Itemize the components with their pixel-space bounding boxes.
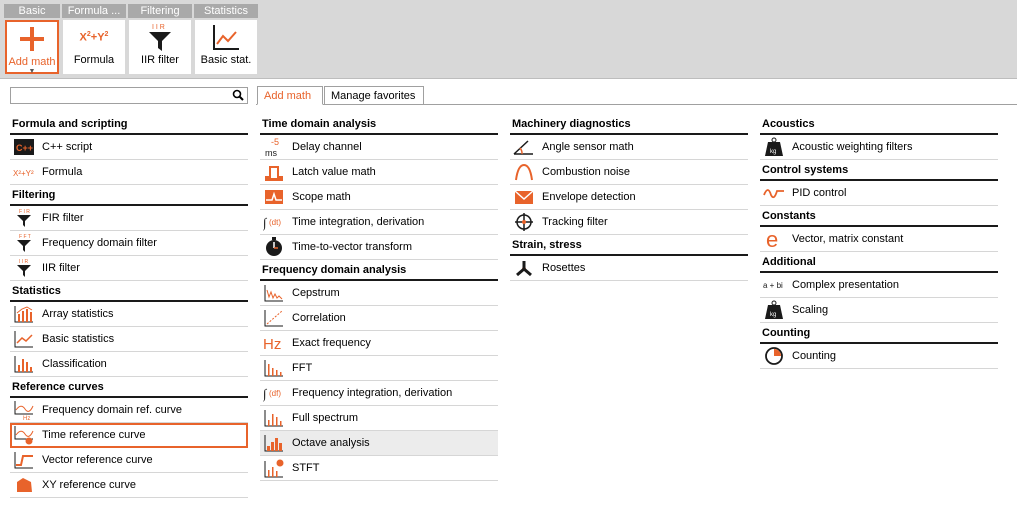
time-ref-curve-icon: [13, 425, 35, 445]
section-title: Constants: [760, 206, 998, 227]
ribbon-group-title: Statistics: [194, 4, 258, 18]
catalog-item-latch-value-math[interactable]: [260, 160, 498, 185]
catalog-item-exact-frequency[interactable]: [260, 331, 498, 356]
svg-text:∫: ∫: [263, 215, 267, 230]
section-title: Strain, stress: [510, 235, 748, 256]
catalog-item-time-to-vector-transform[interactable]: [260, 235, 498, 260]
freq-ref-curve-icon: [13, 400, 35, 420]
full-spectrum-icon: [263, 408, 285, 428]
catalog-item-label: Acoustic weighting filters: [792, 141, 913, 153]
envelope-icon: [513, 187, 535, 207]
integral-dt-icon: [263, 212, 285, 232]
catalog-column-3: [510, 114, 748, 281]
section-title: Acoustics: [760, 114, 998, 135]
chevron-down-icon: ▼: [28, 68, 36, 75]
octave-icon: [263, 433, 285, 453]
catalog-item-label: Correlation: [292, 312, 346, 324]
section-title: Filtering: [10, 185, 248, 206]
catalog-item-label: Array statistics: [42, 308, 114, 320]
catalog-item-label: Vector reference curve: [42, 454, 153, 466]
basic-stat-label: Basic stat.: [200, 54, 252, 66]
catalog-item-frequency-domain-ref-curve[interactable]: [10, 398, 248, 423]
search-box: [10, 87, 248, 104]
catalog-item-label: Octave analysis: [292, 437, 370, 449]
section-title: Machinery diagnostics: [510, 114, 748, 135]
svg-text:(df): (df): [269, 389, 281, 398]
ribbon-group-title: Basic: [4, 4, 60, 18]
fir-filter-icon: [13, 208, 35, 228]
catalog-item-label: Angle sensor math: [542, 141, 634, 153]
catalog-item-formula[interactable]: [10, 160, 248, 185]
catalog-item-c-script[interactable]: [10, 135, 248, 160]
cpp-icon: [13, 137, 35, 157]
catalog-item-delay-channel[interactable]: [260, 135, 498, 160]
svg-text:kg: kg: [770, 149, 777, 155]
catalog-item-fft[interactable]: [260, 356, 498, 381]
catalog-item-label: Latch value math: [292, 166, 376, 178]
svg-text:∫: ∫: [263, 386, 267, 401]
svg-text:F I R: F I R: [19, 209, 30, 215]
fft-filter-icon: [13, 233, 35, 253]
pid-icon: [763, 183, 785, 203]
svg-text:-5: -5: [271, 137, 280, 147]
catalog-item-label: STFT: [292, 462, 320, 474]
cepstrum-icon: [263, 283, 285, 303]
catalog-item-label: FFT: [292, 362, 313, 374]
add-math-button[interactable]: [5, 20, 59, 74]
catalog-item-angle-sensor-math[interactable]: [510, 135, 748, 160]
catalog-item-correlation[interactable]: [260, 306, 498, 331]
stopwatch-icon: [263, 237, 285, 257]
xy-ref-curve-icon: [13, 475, 35, 495]
constant-e-icon: [763, 229, 785, 249]
section-title: Frequency domain analysis: [260, 260, 498, 281]
catalog-item-tracking-filter[interactable]: [510, 210, 748, 235]
catalog-item-envelope-detection[interactable]: [510, 185, 748, 210]
catalog-item-label: Frequency domain ref. curve: [42, 404, 183, 416]
section-title: Control systems: [760, 160, 998, 181]
svg-text:Hz: Hz: [263, 336, 282, 352]
svg-text:ms: ms: [265, 148, 277, 157]
catalog-item-frequency-integration-derivation[interactable]: [260, 381, 498, 406]
catalog-item-label: XY reference curve: [42, 479, 136, 491]
catalog-item-label: Frequency integration, derivation: [292, 387, 453, 399]
ribbon-group-title: Formula ...: [62, 4, 126, 18]
catalog-item-label: FIR filter: [42, 212, 84, 224]
hz-icon: [263, 333, 285, 353]
formula-icon: [13, 162, 35, 182]
weight-icon: [763, 137, 785, 157]
catalog-item-label: IIR filter: [42, 262, 80, 274]
catalog-item-time-integration-derivation[interactable]: [260, 210, 498, 235]
formula-label: Formula: [73, 54, 115, 66]
crosshair-icon: [513, 212, 535, 232]
iir-filter-button[interactable]: [129, 20, 191, 74]
catalog-item-stft[interactable]: [260, 456, 498, 481]
integral-df-icon: [263, 383, 285, 403]
stft-icon: [263, 458, 285, 478]
svg-text:kg: kg: [770, 312, 777, 318]
catalog-item-label: Time integration, derivation: [292, 216, 425, 228]
basic-stat-button[interactable]: [195, 20, 257, 74]
catalog-item-label: Tracking filter: [542, 216, 608, 228]
section-title: Statistics: [10, 281, 248, 302]
catalog-item-label: Scaling: [792, 304, 829, 316]
catalog-item-label: Frequency domain filter: [42, 237, 157, 249]
catalog-item-xy-reference-curve[interactable]: [10, 473, 248, 498]
weight-icon: [763, 300, 785, 320]
catalog-item-cepstrum[interactable]: [260, 281, 498, 306]
rosette-icon: [513, 258, 535, 278]
catalog-item-combustion-noise[interactable]: [510, 160, 748, 185]
svg-text:Hz: Hz: [23, 416, 31, 420]
counter-icon: [763, 346, 785, 366]
catalog-item-label: Exact frequency: [292, 337, 371, 349]
catalog-item-classification[interactable]: [10, 352, 248, 377]
delay-icon: [263, 137, 285, 157]
svg-text:F F T: F F T: [19, 234, 31, 240]
catalog-column-4: [760, 114, 998, 369]
iir-filter-icon: [13, 258, 35, 278]
section-title: Additional: [760, 252, 998, 273]
basic-stats-icon: [13, 329, 35, 349]
formula-icon: $X^2+Y^2$: [79, 30, 109, 44]
catalog-item-label: Vector, matrix constant: [792, 233, 904, 245]
catalog-item-label: PID control: [792, 187, 847, 199]
catalog-item-fir-filter[interactable]: [10, 206, 248, 231]
catalog-item-array-statistics[interactable]: [10, 302, 248, 327]
fft-icon: [263, 358, 285, 378]
section-title: Reference curves: [10, 377, 248, 398]
catalog-item-label: Complex presentation: [792, 279, 900, 291]
catalog-item-label: Counting: [792, 350, 837, 362]
catalog-item-label: Time-to-vector transform: [292, 241, 413, 253]
svg-text:I I R: I I R: [19, 259, 29, 265]
catalog-item-rosettes[interactable]: [510, 256, 748, 281]
iir-filter-label: IIR filter: [141, 54, 179, 66]
catalog-item-vector-matrix-constant[interactable]: [760, 227, 998, 252]
svg-text:X²+Y²: X²+Y²: [13, 169, 34, 178]
catalog-item-label: Rosettes: [542, 262, 586, 274]
complex-icon: [763, 275, 785, 295]
ribbon-group-basic: [4, 4, 60, 74]
combustion-icon: [513, 162, 535, 182]
catalog-item-full-spectrum[interactable]: [260, 406, 498, 431]
array-stats-icon: [13, 304, 35, 324]
tab-add-math[interactable]: Add math: [257, 86, 323, 105]
search-icon[interactable]: [232, 89, 244, 104]
plus-icon: [7, 22, 57, 56]
svg-text:a + bi: a + bi: [763, 281, 783, 290]
section-title: Formula and scripting: [10, 114, 248, 135]
ribbon-group-filtering: [128, 4, 192, 74]
correlation-icon: [263, 308, 285, 328]
svg-text:(dt): (dt): [269, 218, 281, 227]
catalog-column-2: [260, 114, 498, 481]
catalog-item-label: Formula: [42, 166, 83, 178]
catalog-item-label: Classification: [42, 358, 107, 370]
iir-filter-icon: [129, 20, 191, 54]
catalog-item-label: Full spectrum: [292, 412, 359, 424]
ribbon-group-formula: [62, 4, 126, 74]
section-title: Counting: [760, 323, 998, 344]
catalog-item-label: Envelope detection: [542, 191, 636, 203]
section-title: Time domain analysis: [260, 114, 498, 135]
scope-icon: [263, 187, 285, 207]
catalog-item-label: Time reference curve: [42, 429, 146, 441]
latch-icon: [263, 162, 285, 182]
catalog-item-counting[interactable]: [760, 344, 998, 369]
catalog-column-1: [10, 114, 248, 498]
catalog-item-label: Combustion noise: [542, 166, 631, 178]
catalog-item-pid-control[interactable]: [760, 181, 998, 206]
ribbon-group-statistics: [194, 4, 258, 74]
catalog-item-basic-statistics[interactable]: [10, 327, 248, 352]
svg-text:C++: C++: [16, 143, 34, 153]
svg-text:e: e: [766, 229, 779, 249]
catalog-item-complex-presentation[interactable]: [760, 273, 998, 298]
catalog-item-scaling[interactable]: [760, 298, 998, 323]
catalog-item-vector-reference-curve[interactable]: [10, 448, 248, 473]
ribbon-toolbar: [0, 0, 1017, 79]
classification-icon: [13, 354, 35, 374]
catalog-item-time-reference-curve[interactable]: [10, 423, 248, 448]
catalog-item-iir-filter[interactable]: [10, 256, 248, 281]
ribbon-group-title: Filtering: [128, 4, 192, 18]
basic-statistics-icon: [195, 20, 257, 54]
search-input[interactable]: [11, 88, 227, 102]
catalog-item-label: C++ script: [42, 141, 93, 153]
catalog-item-octave-analysis[interactable]: [260, 431, 498, 456]
tab-manage-favorites[interactable]: Manage favorites: [324, 86, 424, 105]
add-math-label: Add math: [8, 56, 56, 68]
catalog-item-label: Delay channel: [292, 141, 362, 153]
catalog-item-frequency-domain-filter[interactable]: [10, 231, 248, 256]
catalog-item-label: Basic statistics: [42, 333, 115, 345]
angle-icon: [513, 137, 535, 157]
catalog-item-acoustic-weighting-filters[interactable]: [760, 135, 998, 160]
catalog-item-label: Scope math: [292, 191, 351, 203]
svg-text:I I R: I I R: [152, 24, 165, 31]
formula-button[interactable]: [63, 20, 125, 74]
catalog-item-scope-math[interactable]: [260, 185, 498, 210]
vector-ref-curve-icon: [13, 450, 35, 470]
catalog-item-label: Cepstrum: [292, 287, 340, 299]
